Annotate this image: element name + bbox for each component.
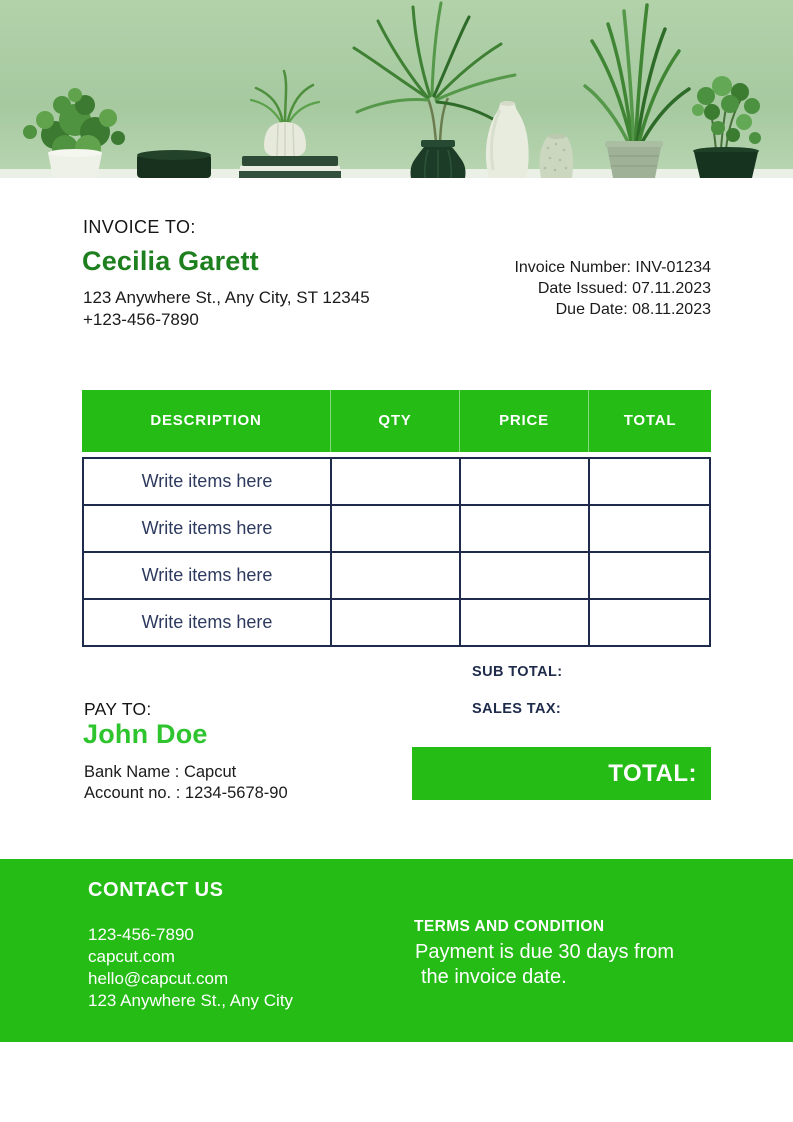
- terms-line-2: the invoice date.: [421, 966, 567, 988]
- header-qty: QTY: [330, 390, 459, 452]
- cylinder-pot: [137, 150, 211, 178]
- due-date: Due Date: 08.11.2023: [555, 301, 711, 318]
- table-row: [84, 553, 709, 600]
- footer: [0, 859, 793, 1042]
- invoice-meta: [514, 257, 711, 320]
- cell-description: Write items here: [84, 506, 332, 551]
- cell-description: Write items here: [84, 553, 332, 598]
- cell-qty: [332, 600, 461, 645]
- header-description: DESCRIPTION: [150, 412, 262, 429]
- sub-total-text: SUB TOTAL:: [472, 664, 563, 680]
- contact-us-heading: CONTACT US: [88, 879, 224, 901]
- cell-description: Write items here: [84, 600, 332, 645]
- cell-price: [461, 553, 590, 598]
- header-total: TOTAL: [588, 390, 711, 452]
- cell-total: [590, 459, 709, 504]
- total-bar: [412, 747, 711, 800]
- client-address: 123 Anywhere St., Any City, ST 12345: [83, 288, 370, 307]
- cell-total: [590, 600, 709, 645]
- table-row: [84, 506, 709, 553]
- cell-total: [590, 553, 709, 598]
- contact-website: capcut.com: [88, 947, 175, 966]
- sales-tax-text: SALES TAX:: [472, 701, 562, 717]
- cell-total: [590, 506, 709, 551]
- sub-total-label: [472, 664, 607, 680]
- date-issued: Date Issued: 07.11.2023: [537, 280, 711, 297]
- table-row: [84, 600, 709, 645]
- account-number-line: Account no. : 1234-5678-90: [84, 784, 288, 802]
- cell-price: [461, 459, 590, 504]
- invoice-number: Invoice Number: INV-01234: [514, 259, 711, 276]
- header-price: PRICE: [459, 390, 588, 452]
- pay-to-label: PAY TO:: [84, 699, 152, 719]
- payee-name: John Doe: [83, 719, 208, 749]
- table-row: [84, 459, 709, 506]
- cell-qty: [332, 459, 461, 504]
- cell-description: Write items here: [84, 459, 332, 504]
- total-label: TOTAL:: [608, 760, 697, 787]
- cell-qty: [332, 506, 461, 551]
- bank-name-line: Bank Name : Capcut: [84, 763, 237, 781]
- plants-shelf-photo: [0, 0, 793, 178]
- cell-price: [461, 600, 590, 645]
- client-name: Cecilia Garett: [82, 246, 259, 276]
- terms-line-1: Payment is due 30 days from: [415, 941, 675, 963]
- items-table-header: [82, 390, 711, 452]
- sales-tax-label: [472, 701, 606, 717]
- contact-address: 123 Anywhere St., Any City: [88, 991, 294, 1010]
- items-table-body: [82, 457, 711, 647]
- invoice-to-label: INVOICE TO:: [83, 217, 196, 237]
- contact-phone: 123-456-7890: [88, 925, 194, 944]
- cell-qty: [332, 553, 461, 598]
- cell-price: [461, 506, 590, 551]
- terms-heading: TERMS AND CONDITION: [414, 918, 605, 935]
- contact-email: hello@capcut.com: [88, 969, 229, 988]
- client-phone: +123-456-7890: [83, 310, 199, 329]
